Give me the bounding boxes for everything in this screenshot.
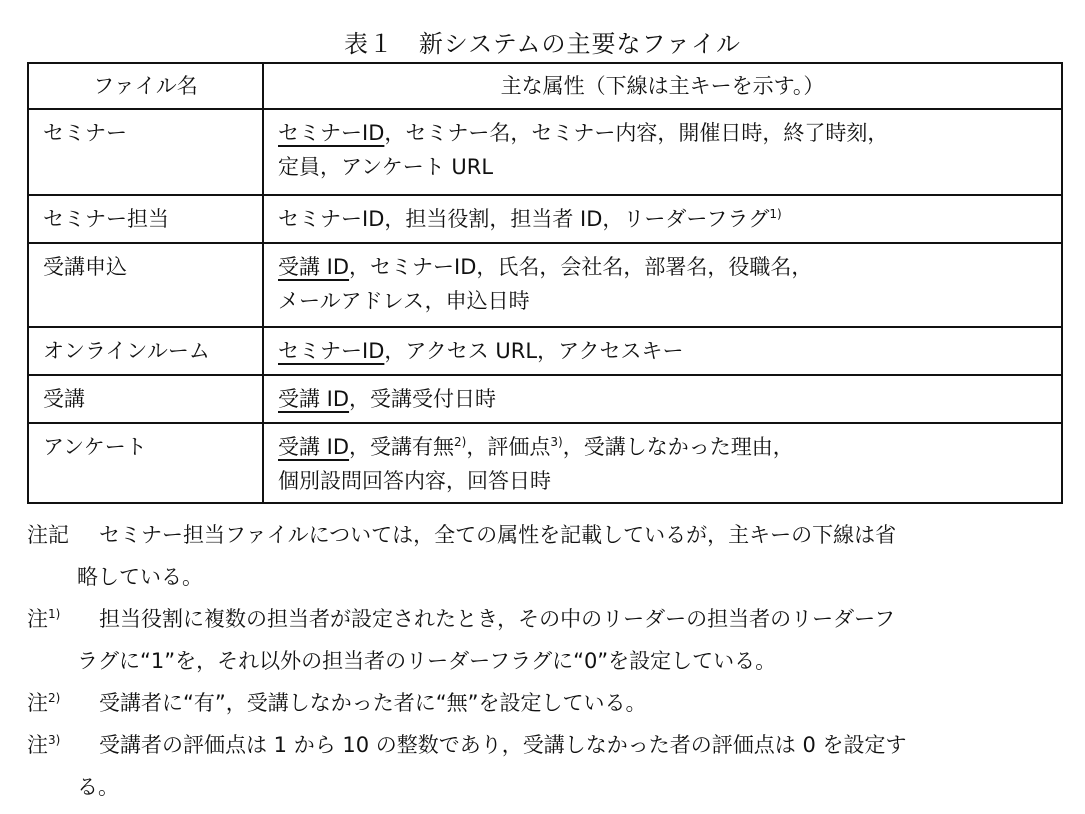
table-row: [28, 375, 1062, 423]
attribute-text: セミナーID，担当役割，担当者 ID，リーダーフラグ: [278, 207, 770, 231]
note-text-continued: ラグに“1”を，それ以外の担当者のリーダーフラグに“0”を設定している。: [77, 649, 777, 673]
primary-key: 受講 ID: [278, 387, 350, 411]
file-name: セミナー担当: [43, 207, 169, 231]
attributes: [278, 376, 1061, 420]
attribute-text: ，セミナー名，セミナー内容，開催日時，終了時刻，: [384, 121, 889, 145]
attribute-text: ，アクセス URL，アクセスキー: [384, 339, 684, 363]
file-name: アンケート: [43, 435, 147, 459]
footnote-ref: 3): [550, 435, 563, 449]
file-name: 受講: [43, 387, 85, 411]
note-text-continued: 略している。: [77, 565, 203, 589]
note-main: [27, 514, 1072, 598]
header-attributes: 主な属性（下線は主キーを示す。）: [263, 63, 1062, 109]
primary-key: 受講 ID: [278, 255, 350, 279]
attribute-text: ，受講しなかった理由，: [562, 435, 794, 459]
attributes: [278, 196, 1061, 240]
file-name: オンラインルーム: [43, 339, 210, 363]
footnote-number: 2): [48, 691, 61, 705]
footnote-ref: 2): [454, 435, 467, 449]
note-text-continued: る。: [77, 775, 119, 799]
attribute-text: ，受講受付日時: [349, 387, 497, 411]
table-row: [28, 423, 1062, 503]
note-text: セミナー担当ファイルについては，全ての属性を記載しているが，主キーの下線は省: [99, 523, 897, 547]
note-2: [27, 682, 1072, 724]
attribute-text: 個別設問回答内容，回答日時: [278, 469, 551, 493]
primary-key: セミナーID: [278, 121, 385, 145]
file-table: [27, 62, 1063, 504]
attribute-text: ，セミナーID，氏名，会社名，部署名，役職名，: [349, 255, 813, 279]
note-label: 注: [27, 607, 48, 631]
note-text: 受講者に“有”，受講しなかった者に“無”を設定している。: [99, 691, 647, 715]
notes-section: [27, 514, 1072, 808]
attribute-text: ，受講有無: [349, 435, 455, 459]
footnote-number: 1): [48, 607, 61, 621]
attributes: [278, 244, 1061, 322]
table-title: 表１ 新システムの主要なファイル: [343, 30, 742, 58]
table-row: [28, 327, 1062, 375]
attributes: [278, 328, 1061, 372]
note-label: 注記: [27, 523, 69, 547]
file-name: セミナー: [43, 121, 127, 145]
note-1: [27, 598, 1072, 682]
header-file-name: ファイル名: [28, 63, 263, 109]
note-3: [27, 724, 1072, 808]
attributes: [278, 110, 1061, 188]
footnote-number: 3): [48, 733, 61, 747]
attributes: [278, 424, 1061, 502]
attribute-text: 定員，アンケート URL: [278, 155, 494, 179]
note-label: 注: [27, 691, 48, 715]
table-header-row: [28, 63, 1062, 109]
footnote-ref: 1): [769, 207, 782, 221]
table-row: [28, 195, 1062, 243]
primary-key: 受講 ID: [278, 435, 350, 459]
note-label: 注: [27, 733, 48, 757]
note-text: 担当役割に複数の担当者が設定されたとき，その中のリーダーの担当者のリーダーフ: [99, 607, 896, 631]
note-text: 受講者の評価点は 1 から 10 の整数であり，受講しなかった者の評価点は 0 を設定す: [99, 733, 907, 757]
table-row: [28, 109, 1062, 195]
primary-key: セミナーID: [278, 339, 385, 363]
attribute-text: ，評価点: [466, 435, 551, 459]
table-row: [28, 243, 1062, 327]
attribute-text: メールアドレス，申込日時: [278, 289, 530, 313]
file-name: 受講申込: [43, 255, 127, 279]
